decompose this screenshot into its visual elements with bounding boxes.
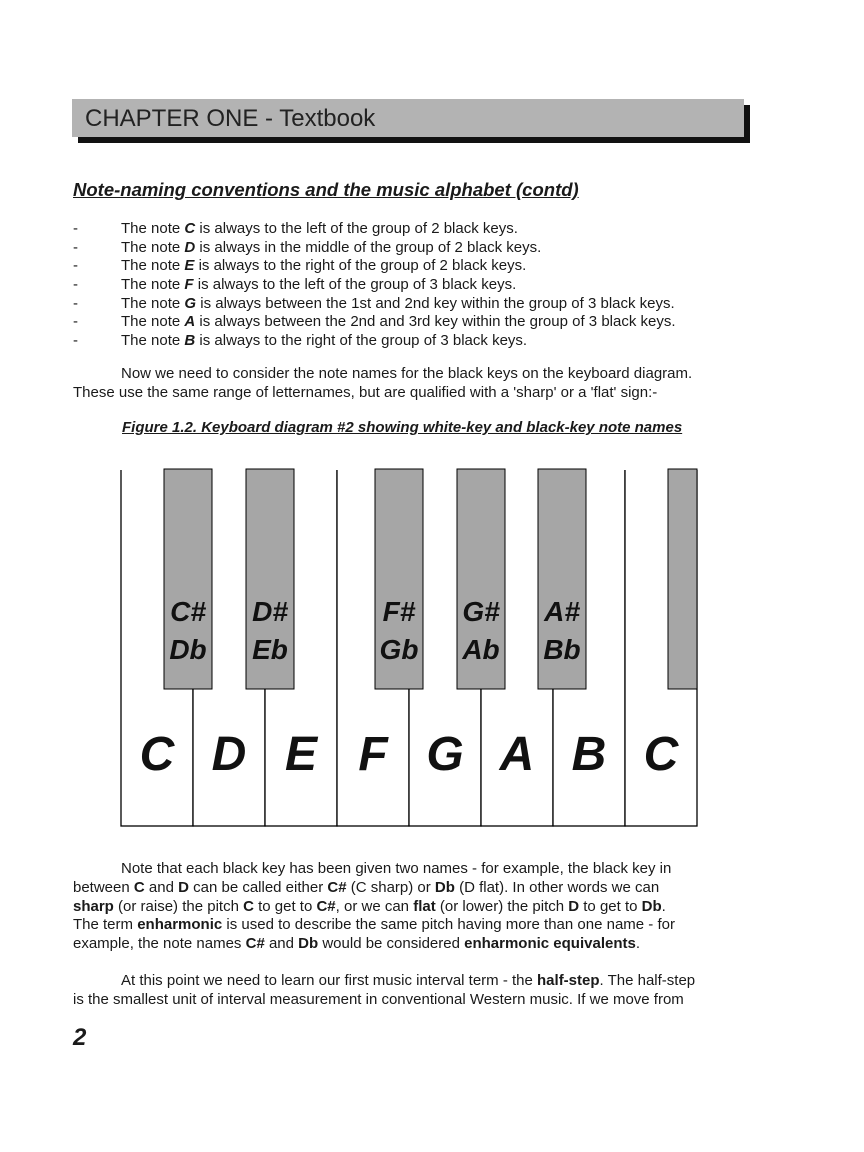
list-dash: -	[73, 313, 78, 331]
black-key-sharp-label: F#	[382, 596, 416, 627]
paragraph-line: is the smallest unit of interval measurement in conventional Western music. If we move from	[73, 990, 684, 1008]
rule-prefix: The note	[121, 257, 185, 275]
list-dash: -	[73, 294, 78, 312]
figure-caption: Figure 1.2. Keyboard diagram #2 showing white-key and black-key note names	[122, 419, 683, 436]
black-key-flat-label: Eb	[252, 634, 288, 665]
list-dash: -	[73, 257, 78, 275]
white-key-label: G	[426, 728, 464, 781]
black-key-sharp-label: C#	[170, 596, 206, 627]
black-key-sharp-label: G#	[462, 596, 500, 627]
rule-text: is always between the 1st and 2nd key within the group of 3 black keys.	[196, 294, 675, 312]
rule-text: is always to the right of the group of 2 black keys.	[194, 257, 527, 275]
white-key-label: A	[499, 728, 535, 781]
rule-note: C	[184, 220, 196, 237]
white-key-label: E	[284, 728, 318, 781]
rule-text: is always in the middle of the group of 2 black keys.	[195, 238, 542, 256]
rule-note: G	[184, 294, 197, 312]
rule-text: is always to the right of the group of 3 black keys.	[195, 332, 528, 350]
paragraph-line: These use the same range of letternames, but are qualified with a 'sharp' or a 'flat' sign:-	[73, 383, 658, 401]
paragraph-line: The term enharmonic is used to describe the same pitch having more than one name - for	[73, 916, 675, 934]
paragraph-line: example, the note names C# and Db would be considered enharmonic equivalents.	[73, 935, 640, 953]
paragraph-line: between C and D can be called either C# (C sharp) or Db (D flat). In other words we can	[73, 878, 660, 896]
black-key-flat-label: Ab	[462, 634, 500, 665]
rule-note: B	[184, 332, 196, 350]
paragraph-line: At this point we need to learn our first music interval term - the half-step. The half-step	[121, 972, 696, 989]
rule-prefix: The note	[121, 238, 185, 256]
white-key-label: B	[571, 728, 607, 781]
paragraph-line: Note that each black key has been given two names - for example, the black key in	[121, 860, 672, 877]
rule-text: is always to the left of the group of 2 black keys.	[195, 220, 518, 237]
list-dash: -	[73, 220, 78, 237]
black-key-flat-label: Gb	[379, 634, 419, 665]
rule-prefix: The note	[121, 332, 185, 350]
black-key-sharp-label: A#	[544, 596, 580, 627]
list-dash: -	[73, 332, 78, 350]
rule-prefix: The note	[121, 276, 185, 294]
rule-prefix: The note	[121, 313, 185, 331]
rule-note: D	[184, 238, 196, 256]
rule-text: is always to the left of the group of 3 black keys.	[193, 276, 517, 294]
white-key-label: D	[211, 728, 247, 781]
black-key	[668, 469, 697, 689]
list-dash: -	[73, 238, 78, 256]
page-number: 2	[73, 1024, 87, 1051]
chapter-title: CHAPTER ONE - Textbook	[85, 105, 376, 132]
rule-note: F	[184, 276, 194, 294]
rule-prefix: The note	[121, 294, 185, 312]
black-key-flat-label: Bb	[543, 634, 581, 665]
paragraph-line: sharp (or raise) the pitch C to get to C#, or we can flat (or lower) the pitch D to get to Db.	[73, 897, 666, 915]
list-dash: -	[73, 276, 78, 294]
section-heading: Note-naming conventions and the music alphabet (contd)	[73, 179, 579, 200]
white-key-label: C	[643, 728, 679, 781]
rule-text: is always between the 2nd and 3rd key within the group of 3 black keys.	[195, 313, 676, 331]
black-key-sharp-label: D#	[252, 596, 288, 627]
rule-note: A	[184, 313, 196, 331]
halfstep-paragraph	[73, 972, 753, 1010]
rule-prefix: The note	[121, 220, 185, 237]
white-key-label: F	[358, 728, 388, 781]
rule-note: E	[184, 257, 195, 275]
black-key-flat-label: Db	[169, 634, 207, 665]
paragraph-line: Now we need to consider the note names for the black keys on the keyboard diagram.	[121, 365, 693, 382]
white-key-label: C	[139, 728, 175, 781]
enharmonic-paragraph	[73, 860, 753, 954]
